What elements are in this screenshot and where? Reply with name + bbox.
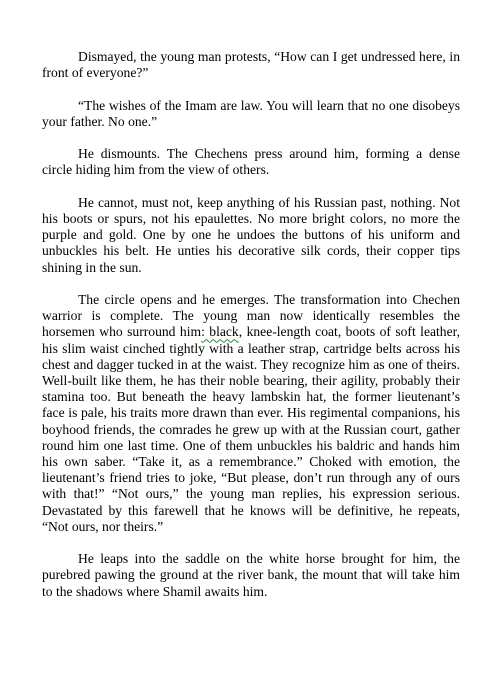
grammar-flagged-text[interactable]: : black: [201, 324, 239, 340]
paragraph-1: Dismayed, the young man protests, “How can I get undressed here, in front of everyone?”: [42, 49, 460, 81]
paragraph-5-text-start: The circle opens and he emerges. The transformation into Chechen warrior is complete. The young man now identically resembles the horsemen who surround him: [42, 291, 460, 340]
paragraph-5: [42, 292, 460, 535]
paragraph-4: He cannot, must not, keep anything of his Russian past, nothing. Not his boots or spurs, not his epaulettes. No more bright colors, no more the purple and gold. One by one he undoes the buttons of his uniform and unbuckles his belt. He unties his decorative silk cords, their copper tips shining in the sun.: [42, 194, 460, 275]
document-page: [42, 49, 460, 616]
paragraph-6: He leaps into the saddle on the white horse brought for him, the purebred pawing the ground at the river bank, the mount that will take him to the shadows where Shamil awaits him.: [42, 551, 460, 599]
paragraph-5-text-end: , knee-length coat, boots of soft leather, his slim waist cinched tightly with a leather strap, cartridge belts across his chest and dagger tucked in at the waist. They recognize him as one of theirs. Well-built like them, he has their noble bearing, their agility, probably their stamina too. But beneath the heavy lambskin hat, the former lieutenant’s face is pale, his traits more drawn than ever. His regimental companions, his boyhood friends, the comrades he grew up with at the Russian court, gather round him one last time. One of them unbuckles his baldric and hands him his own saber. “Take it, as a remembrance.” Choked with emotion, the lieutenant’s friend tries to joke, “But please, don’t run through any of ours with that!” “Not ours,” the young man replies, his expression serious. Devastated by this farewell that he knows will be definitive, he repeats, “Not ours, nor theirs.”: [42, 324, 460, 534]
paragraph-3: He dismounts. The Chechens press around him, forming a dense circle hiding him from the view of others.: [42, 146, 460, 178]
paragraph-2: “The wishes of the Imam are law. You will learn that no one disobeys your father. No one.”: [42, 97, 460, 129]
